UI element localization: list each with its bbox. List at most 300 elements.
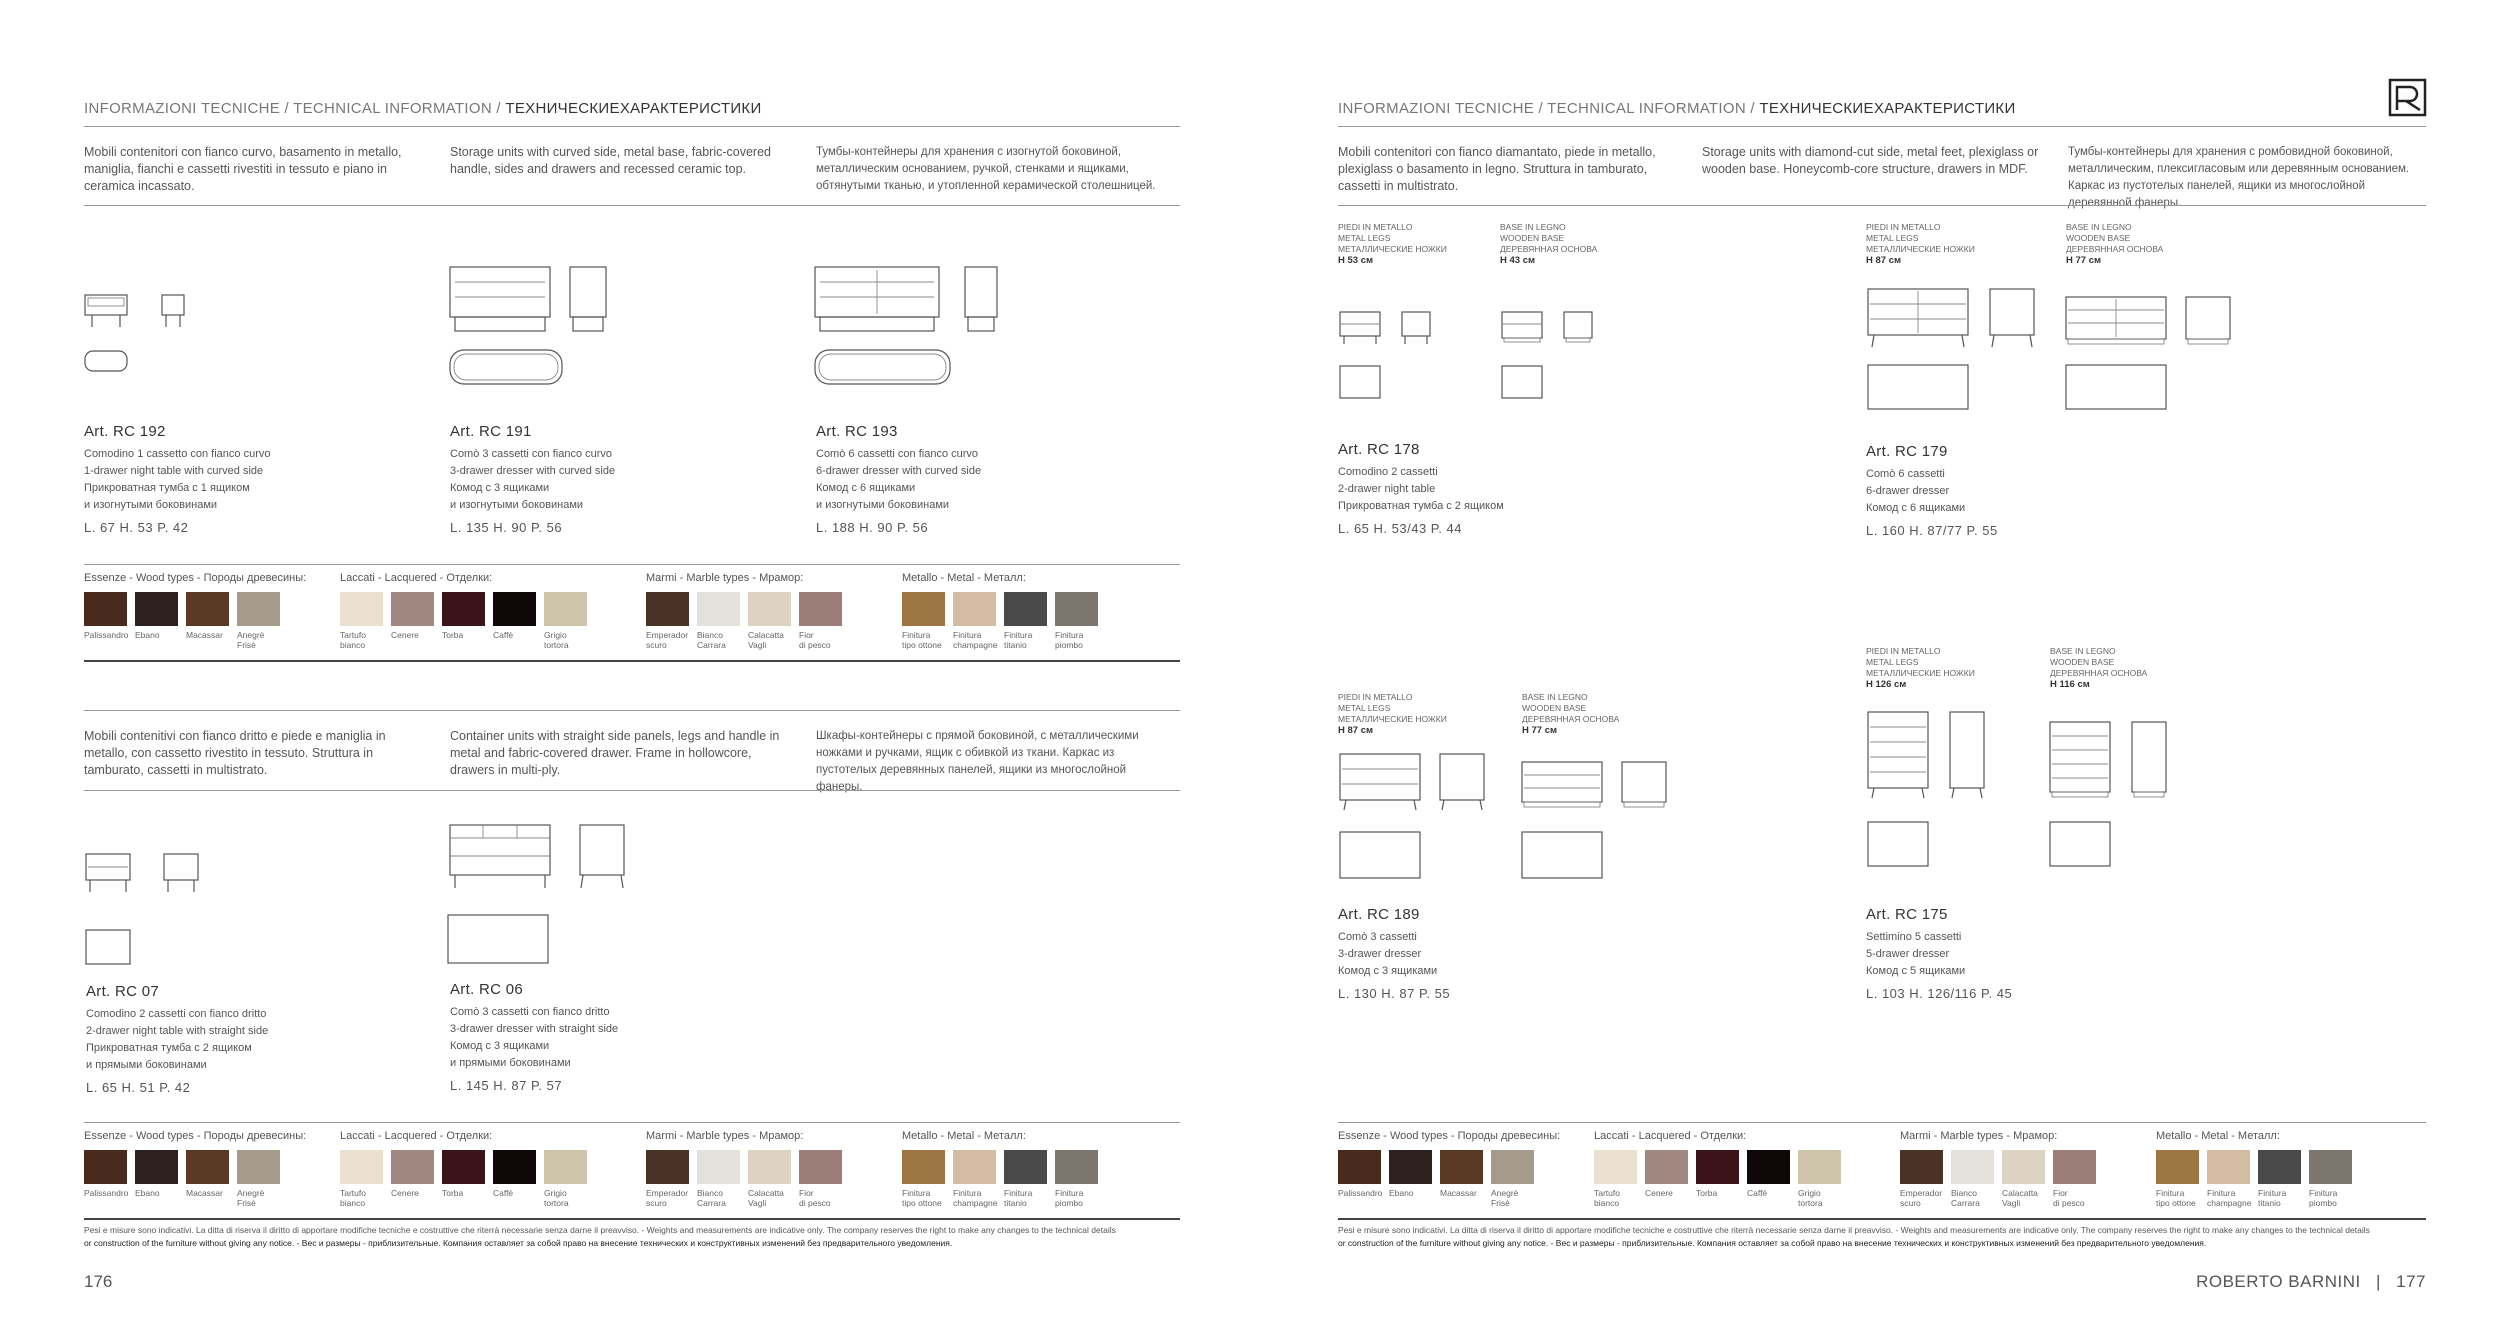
swatch-name: Palissandro	[84, 1188, 129, 1198]
swatch-marble	[697, 1150, 740, 1184]
swatch-label	[340, 1188, 392, 1208]
height-value: H 87 см	[1338, 725, 1374, 736]
height-value: H 77 см	[1522, 725, 1558, 736]
swatch-name: Ebano	[135, 1188, 160, 1198]
swatch-name: Finitura	[902, 630, 931, 640]
swatch-name: Finitura	[2156, 1188, 2185, 1198]
swatch-label	[1004, 630, 1056, 650]
header-ru: ТЕХНИЧЕСКИЕХАРАКТЕРИСТИКИ	[505, 100, 762, 117]
swatch-name: Bianco	[697, 1188, 723, 1198]
legend-title-wood: Essenze - Wood types - Породы древесины:	[84, 572, 307, 584]
label-ru: МЕТАЛЛИЧЕСКИЕ НОЖКИ	[1338, 714, 1447, 724]
swatch-name: Tartufo	[340, 630, 366, 640]
header-prefix: INFORMAZIONI TECNICHE / TECHNICAL INFORMATION /	[1338, 100, 1760, 117]
product-rc06	[450, 981, 750, 1093]
swatch-name-2: Vagli	[748, 640, 767, 650]
swatch-name-2: scuro	[646, 1198, 667, 1208]
desc-it: Comò 6 cassetti	[1866, 468, 1945, 480]
desc-en: 2-drawer night table	[1338, 483, 1436, 495]
swatch-name: Bianco	[697, 630, 723, 640]
swatch-marble	[1951, 1150, 1994, 1184]
swatch-name-2: tipo ottone	[2156, 1198, 2196, 1208]
rc175-metal-label	[1866, 646, 1975, 690]
swatch-lacq	[340, 1150, 383, 1184]
swatch-lacq	[544, 1150, 587, 1184]
swatch-marble	[799, 1150, 842, 1184]
legend-title-metal: Metallo - Metal - Металл:	[902, 1130, 1026, 1142]
divider	[1338, 205, 2426, 206]
swatch-wood	[1440, 1150, 1483, 1184]
swatch-label	[953, 630, 1005, 650]
swatch-label	[1055, 1188, 1107, 1208]
swatch-name: Caffè	[493, 630, 514, 640]
right-desc-en: Storage units with diamond-cut side, metal feet, plexiglass or wooden base. Honeycomb-core structure, drawers in MDF.	[1702, 145, 2039, 176]
right-header	[1338, 100, 2016, 117]
swatch-label	[1440, 1188, 1492, 1198]
rc178-metal-label	[1338, 222, 1447, 266]
label-en: WOODEN BASE	[1522, 703, 1587, 713]
swatch-name: Emperador	[646, 630, 689, 640]
product-rc189	[1338, 906, 1638, 1001]
legend-title-wood: Essenze - Wood types - Породы древесины:	[1338, 1130, 1561, 1142]
swatch-lacq	[1594, 1150, 1637, 1184]
label-en: WOODEN BASE	[2050, 657, 2115, 667]
product-rc191	[450, 423, 750, 535]
swatch-name-2: champagne	[953, 640, 998, 650]
footer-line-2: or construction of the furniture without giving any notice. - Вес и размеры - приблизительные. Компания оставляет за собой право на внесение технических и конструктивных изменений без предварительного уведомления.	[1338, 1238, 2207, 1248]
label-en: WOODEN BASE	[1500, 233, 1565, 243]
desc-ru-2: и изогнутыми боковинами	[450, 499, 584, 511]
swatch-name: Finitura	[1004, 1188, 1033, 1198]
art-code: Art. RC 192	[84, 423, 166, 440]
swatch-name: Calacatta	[2002, 1188, 2038, 1198]
swatch-label	[2053, 1188, 2105, 1208]
swatch-label	[799, 630, 851, 650]
section1-desc-ru: Тумбы-контейнеры для хранения с изогнутой боковиной, металлическим основанием, ручкой, стенками и ящиками, обтянутыми тканью, и утопленной керамической столешницей.	[816, 146, 1156, 192]
legend-title-metal: Metallo - Metal - Металл:	[902, 572, 1026, 584]
dimensions: L. 67 H. 53 P. 42	[84, 520, 189, 535]
footer-line-2: or construction of the furniture without giving any notice. - Вес и размеры - приблизительные. Компания оставляет за собой право на внесение технических и конструктивных изменений без предварительного уведомления.	[84, 1238, 953, 1248]
swatch-name-2: Vagli	[748, 1198, 767, 1208]
swatch-metal	[1004, 1150, 1047, 1184]
swatch-name: Ebano	[135, 630, 160, 640]
label-it: PIEDI IN METALLO	[1866, 222, 1941, 232]
section2-desc-en: Container units with straight side panels, legs and handle in metal and fabric-covered drawer. Frame in hollowcore, drawers in multi-ply.	[450, 729, 780, 777]
divider	[84, 660, 1180, 662]
swatch-name: Emperador	[1900, 1188, 1943, 1198]
swatch-name-2: scuro	[646, 640, 667, 650]
label-it: BASE IN LEGNO	[2066, 222, 2132, 232]
label-it: BASE IN LEGNO	[1522, 692, 1588, 702]
label-en: METAL LEGS	[1866, 233, 1919, 243]
swatch-name: Torba	[442, 630, 464, 640]
desc-it: Comodino 2 cassetti	[1338, 466, 1438, 478]
swatch-name: Finitura	[2207, 1188, 2236, 1198]
label-en: METAL LEGS	[1866, 657, 1919, 667]
swatch-marble	[646, 1150, 689, 1184]
swatch-name-2: di pesco	[2053, 1198, 2085, 1208]
swatch-label	[186, 1188, 238, 1198]
swatch-name: Tartufo	[1594, 1188, 1620, 1198]
desc-ru: Прикроватная тумба с 1 ящиком	[84, 482, 250, 494]
swatch-name-2: tortora	[1798, 1198, 1823, 1208]
swatch-label	[1389, 1188, 1441, 1198]
legend-title-metal: Metallo - Metal - Металл:	[2156, 1130, 2280, 1142]
swatch-label	[1798, 1188, 1850, 1208]
label-en: METAL LEGS	[1338, 703, 1391, 713]
rc175-wood-label	[2050, 646, 2147, 690]
swatch-lacq	[340, 592, 383, 626]
dimensions: L. 65 H. 53/43 P. 44	[1338, 521, 1462, 536]
page-number-left: 176	[84, 1272, 113, 1291]
swatch-name: Finitura	[953, 1188, 982, 1198]
swatch-name-2: tortora	[544, 640, 569, 650]
desc-it: Comodino 1 cassetto con fianco curvo	[84, 448, 271, 460]
right-desc-it: Mobili contenitori con fianco diamantato, piede in metallo, plexiglass o basamento in legno. Struttura in tamburato, cassetti in multistrato.	[1338, 145, 1656, 193]
page-number-right: 177	[2396, 1272, 2426, 1291]
desc-ru: Прикроватная тумба с 2 ящиком	[1338, 500, 1504, 512]
separator: |	[2375, 1272, 2381, 1291]
desc-en: 2-drawer night table with straight side	[86, 1025, 269, 1037]
divider	[84, 564, 1180, 565]
dimensions: L. 160 H. 87/77 P. 55	[1866, 523, 1998, 538]
desc-ru: Комод с 6 ящиками	[1866, 502, 1966, 514]
desc-en: 3-drawer dresser with straight side	[450, 1023, 619, 1035]
swatch-label	[186, 630, 238, 640]
swatch-label	[135, 1188, 187, 1198]
swatch-wood	[84, 1150, 127, 1184]
section2-desc-it: Mobili contenitivi con fianco dritto e piede e maniglia in metallo, con cassetto rivestito in tessuto. Struttura in tamburato, cassetti in multistrato.	[84, 729, 386, 777]
swatch-label	[1004, 1188, 1056, 1208]
rc178-drawing	[1336, 300, 1616, 410]
swatch-label	[697, 630, 749, 650]
swatch-label	[2156, 1188, 2208, 1208]
swatch-name: Palissandro	[84, 630, 129, 640]
swatch-name-2: champagne	[2207, 1198, 2252, 1208]
swatch-label	[902, 1188, 954, 1208]
swatch-label	[84, 1188, 136, 1198]
swatch-label	[493, 630, 545, 640]
swatch-marble	[1900, 1150, 1943, 1184]
swatch-name: Bianco	[1951, 1188, 1977, 1198]
desc-ru-2: и изогнутыми боковинами	[816, 499, 950, 511]
rc175-drawing	[1864, 708, 2184, 878]
swatch-name: Finitura	[1004, 630, 1033, 640]
swatch-wood	[237, 592, 280, 626]
left-header	[84, 100, 762, 117]
divider	[84, 126, 1180, 127]
swatch-name: Finitura	[2258, 1188, 2287, 1198]
desc-ru: Комод с 3 ящиками	[1338, 965, 1438, 977]
swatch-name-2: Carrara	[1951, 1198, 1980, 1208]
swatch-name: Macassar	[186, 630, 223, 640]
swatch-label	[493, 1188, 545, 1198]
swatch-name-2: titanio	[1004, 1198, 1027, 1208]
swatch-lacq	[1696, 1150, 1739, 1184]
legend-title-lacq: Laccati - Lacquered - Отделки:	[1594, 1130, 1747, 1142]
swatch-label	[544, 630, 596, 650]
desc-en: 6-drawer dresser	[1866, 485, 1950, 497]
swatch-name: Calacatta	[748, 630, 784, 640]
swatch-label	[544, 1188, 596, 1208]
swatch-label	[391, 630, 443, 640]
label-ru: МЕТАЛЛИЧЕСКИЕ НОЖКИ	[1866, 668, 1975, 678]
label-ru: МЕТАЛЛИЧЕСКИЕ НОЖКИ	[1338, 244, 1447, 254]
label-ru: ДЕРЕВЯННАЯ ОСНОВА	[1500, 244, 1598, 254]
swatch-name: Cenere	[391, 1188, 419, 1198]
brand-footer	[2196, 1272, 2426, 1292]
dimensions: L. 135 H. 90 P. 56	[450, 520, 563, 535]
divider	[84, 205, 1180, 206]
swatch-metal	[1055, 1150, 1098, 1184]
art-code: Art. RC 193	[816, 423, 898, 440]
footer-notice	[84, 1224, 1184, 1250]
swatch-metal	[1055, 592, 1098, 626]
swatch-label	[1055, 630, 1107, 650]
swatch-lacq	[391, 1150, 434, 1184]
label-ru: МЕТАЛЛИЧЕСКИЕ НОЖКИ	[1866, 244, 1975, 254]
swatch-name: Cenere	[391, 630, 419, 640]
swatch-name: Macassar	[1440, 1188, 1477, 1198]
swatch-marble	[799, 592, 842, 626]
swatch-label	[748, 1188, 800, 1208]
swatch-name-2: piombo	[1055, 1198, 1083, 1208]
swatch-lacq	[442, 592, 485, 626]
height-value: H 87 см	[1866, 255, 1902, 266]
swatch-lacq	[1798, 1150, 1841, 1184]
label-ru: ДЕРЕВЯННАЯ ОСНОВА	[2050, 668, 2148, 678]
desc-ru: Комод с 5 ящиками	[1866, 965, 1966, 977]
swatch-marble	[646, 592, 689, 626]
height-value: H 77 см	[2066, 255, 2102, 266]
right-desc-ru: Тумбы-контейнеры для хранения с ромбовидной боковиной, металлическим, плексигласовым или деревянным основанием. Каркас из пустотелых панелей, ящики из многослойной деревянной фанеры.	[2068, 146, 2410, 209]
rc06-drawing	[445, 820, 645, 970]
desc-ru: Комод с 3 ящиками	[450, 482, 550, 494]
swatch-label	[1696, 1188, 1748, 1198]
footer-notice	[1338, 1224, 2430, 1250]
swatch-name-2: champagne	[953, 1198, 998, 1208]
swatch-label	[902, 630, 954, 650]
desc-it: Comò 3 cassetti con fianco curvo	[450, 448, 613, 460]
desc-en: 3-drawer dresser	[1338, 948, 1422, 960]
divider	[1338, 126, 2426, 127]
swatch-label	[1747, 1188, 1799, 1198]
swatch-name: Torba	[442, 1188, 464, 1198]
swatch-name-2: titanio	[2258, 1198, 2281, 1208]
product-rc192	[84, 423, 384, 535]
swatch-name-2: tortora	[544, 1198, 569, 1208]
swatch-name: Finitura	[1055, 1188, 1084, 1198]
swatch-marble	[748, 592, 791, 626]
swatch-name-2: titanio	[1004, 640, 1027, 650]
rc179-wood-label	[2066, 222, 2163, 266]
product-rc179	[1866, 443, 2166, 538]
swatch-metal	[902, 1150, 945, 1184]
divider	[1338, 1122, 2426, 1123]
swatch-name: Tartufo	[340, 1188, 366, 1198]
height-value: H 126 см	[1866, 679, 1907, 690]
swatch-name-2: bianco	[340, 1198, 366, 1208]
swatch-lacq	[1747, 1150, 1790, 1184]
legend-title-marble: Marmi - Marble types - Мрамор:	[646, 1130, 804, 1142]
art-code: Art. RC 191	[450, 423, 532, 440]
swatch-name: Finitura	[2309, 1188, 2338, 1198]
desc-ru: Прикроватная тумба с 2 ящиком	[86, 1042, 252, 1054]
rc07-drawing	[82, 850, 212, 970]
swatch-wood	[1389, 1150, 1432, 1184]
dimensions: L. 130 H. 87 P. 55	[1338, 986, 1451, 1001]
swatch-label	[1338, 1188, 1390, 1198]
swatch-label	[2207, 1188, 2259, 1208]
swatch-name: Caffè	[493, 1188, 514, 1198]
art-code: Art. RC 175	[1866, 906, 1948, 923]
swatch-label	[2309, 1188, 2361, 1208]
desc-en: 6-drawer dresser with curved side	[816, 465, 982, 477]
swatch-marble	[697, 592, 740, 626]
swatch-name: Palissandro	[1338, 1188, 1383, 1198]
header-ru: ТЕХНИЧЕСКИЕХАРАКТЕРИСТИКИ	[1759, 100, 2016, 117]
dimensions: L. 65 H. 51 P. 42	[86, 1080, 191, 1095]
swatch-label	[1491, 1188, 1543, 1208]
divider	[84, 1218, 1180, 1220]
swatch-label	[799, 1188, 851, 1208]
desc-en: 3-drawer dresser with curved side	[450, 465, 616, 477]
art-code: Art. RC 178	[1338, 441, 1420, 458]
section1-desc-en: Storage units with curved side, metal base, fabric-covered handle, sides and drawers and recessed ceramic top.	[450, 145, 771, 176]
swatch-name: Fior	[2053, 1188, 2068, 1198]
swatch-name-2: Frisè	[1491, 1198, 1510, 1208]
art-code: Art. RC 06	[450, 981, 524, 998]
rc189-metal-label	[1338, 692, 1447, 736]
swatch-label	[442, 630, 494, 640]
swatch-name-2: Frisè	[237, 640, 256, 650]
swatch-lacq	[442, 1150, 485, 1184]
swatch-name: Fior	[799, 630, 814, 640]
legend-title-marble: Marmi - Marble types - Мрамор:	[646, 572, 804, 584]
swatch-name-2: tipo ottone	[902, 640, 942, 650]
swatch-name-2: tipo ottone	[902, 1198, 942, 1208]
desc-it: Comodino 2 cassetti con fianco dritto	[86, 1008, 267, 1020]
desc-ru-2: и изогнутыми боковинами	[84, 499, 218, 511]
swatch-name: Grigio	[544, 630, 567, 640]
swatch-label	[1594, 1188, 1646, 1208]
swatch-wood	[237, 1150, 280, 1184]
label-it: BASE IN LEGNO	[1500, 222, 1566, 232]
swatch-lacq	[1645, 1150, 1688, 1184]
swatch-name: Finitura	[953, 630, 982, 640]
swatch-name-2: di pesco	[799, 1198, 831, 1208]
swatch-metal	[2207, 1150, 2250, 1184]
swatch-wood	[186, 592, 229, 626]
swatch-metal	[2156, 1150, 2199, 1184]
desc-ru: Комод с 6 ящиками	[816, 482, 916, 494]
swatch-name: Grigio	[1798, 1188, 1821, 1198]
art-code: Art. RC 07	[86, 983, 160, 1000]
swatch-wood	[1491, 1150, 1534, 1184]
legend-title-marble: Marmi - Marble types - Мрамор:	[1900, 1130, 2058, 1142]
swatch-label	[2258, 1188, 2310, 1208]
product-rc193	[816, 423, 1116, 535]
swatch-name: Calacatta	[748, 1188, 784, 1198]
swatch-wood	[186, 1150, 229, 1184]
height-value: H 43 см	[1500, 255, 1536, 266]
swatch-label	[391, 1188, 443, 1198]
header-prefix: INFORMAZIONI TECNICHE / TECHNICAL INFORMATION /	[84, 100, 506, 117]
brand-name: ROBERTO BARNINI	[2196, 1272, 2361, 1291]
swatch-name-2: Carrara	[697, 640, 726, 650]
rc192-drawing	[80, 285, 200, 385]
swatch-label	[697, 1188, 749, 1208]
swatch-name-2: piombo	[2309, 1198, 2337, 1208]
swatch-name-2: piombo	[1055, 640, 1083, 650]
rc179-metal-label	[1866, 222, 1975, 266]
swatch-metal	[2309, 1150, 2352, 1184]
label-ru: ДЕРЕВЯННАЯ ОСНОВА	[1522, 714, 1620, 724]
swatch-name: Finitura	[1055, 630, 1084, 640]
swatch-name-2: scuro	[1900, 1198, 1921, 1208]
swatch-label	[646, 1188, 698, 1208]
swatch-lacq	[493, 1150, 536, 1184]
legend-title-lacq: Laccati - Lacquered - Отделки:	[340, 1130, 493, 1142]
swatch-label	[1900, 1188, 1952, 1208]
desc-it: Comò 3 cassetti con fianco dritto	[450, 1006, 610, 1018]
divider	[1338, 1218, 2426, 1220]
label-it: PIEDI IN METALLO	[1338, 222, 1413, 232]
label-en: METAL LEGS	[1338, 233, 1391, 243]
legend-title-lacq: Laccati - Lacquered - Отделки:	[340, 572, 493, 584]
swatch-name-2: bianco	[340, 640, 366, 650]
swatch-name-2: Frisè	[237, 1198, 256, 1208]
swatch-name: Anegrè	[237, 1188, 265, 1198]
swatch-name: Caffè	[1747, 1188, 1768, 1198]
swatch-name-2: bianco	[1594, 1198, 1620, 1208]
section2-desc-ru: Шкафы-контейнеры с прямой боковиной, с металлическими ножками и ручками, ящик с обивкой из ткани. Каркас из пустотелых деревянных панелей, ящики из многослойной фанеры.	[816, 730, 1139, 793]
swatch-name: Macassar	[186, 1188, 223, 1198]
swatch-name: Finitura	[902, 1188, 931, 1198]
height-value: H 116 см	[2050, 679, 2090, 690]
swatch-marble	[2002, 1150, 2045, 1184]
swatch-label	[340, 630, 392, 650]
dimensions: L. 103 H. 126/116 P. 45	[1866, 986, 2013, 1001]
label-ru: ДЕРЕВЯННАЯ ОСНОВА	[2066, 244, 2164, 254]
swatch-label	[442, 1188, 494, 1198]
swatch-label	[646, 630, 698, 650]
swatch-wood	[84, 592, 127, 626]
art-code: Art. RC 179	[1866, 443, 1948, 460]
swatch-metal	[2258, 1150, 2301, 1184]
swatch-name-2: di pesco	[799, 640, 831, 650]
swatch-lacq	[493, 592, 536, 626]
section1-desc-it: Mobili contenitori con fianco curvo, basamento in metallo, maniglia, fianchi e cassetti rivestiti in tessuto e piano in ceramica incassato.	[84, 145, 402, 193]
label-it: PIEDI IN METALLO	[1338, 692, 1413, 702]
rc193-drawing	[810, 262, 1010, 392]
art-code: Art. RC 189	[1338, 906, 1420, 923]
swatch-label	[953, 1188, 1005, 1208]
swatch-label	[237, 1188, 289, 1208]
desc-it: Settimino 5 cassetti	[1866, 931, 1962, 943]
dimensions: L. 145 H. 87 P. 57	[450, 1078, 563, 1093]
desc-it: Comò 3 cassetti	[1338, 931, 1417, 943]
swatch-wood	[1338, 1150, 1381, 1184]
swatch-name: Anegrè	[1491, 1188, 1519, 1198]
product-rc175	[1866, 906, 2166, 1001]
swatch-name: Grigio	[544, 1188, 567, 1198]
swatch-label	[748, 630, 800, 650]
footer-line-1: Pesi e misure sono indicativi. La ditta di riserva il diritto di apportare modifiche tecniche e costruttive che riterrà necessarie senza darne il preavviso. - Weights and measurements are indicative only. The company reserves the right to make any changes to the technical details	[84, 1225, 1116, 1235]
brand-logo-icon	[2388, 78, 2428, 118]
desc-ru: Комод с 3 ящиками	[450, 1040, 550, 1052]
rc191-drawing	[445, 262, 625, 392]
